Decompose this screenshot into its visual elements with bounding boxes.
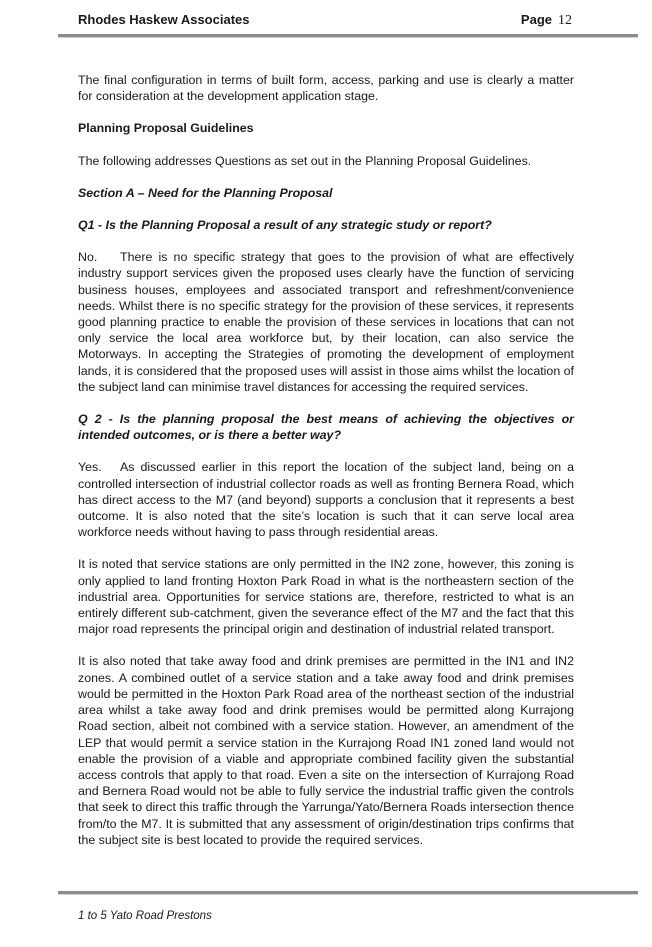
guidelines-paragraph: The following addresses Questions as set out in the Planning Proposal Guidelines. <box>78 153 532 168</box>
service-stations-paragraph: It is noted that service stations are only permitted in the IN2 zone, however, this zoning is only applied to land fronting Hoxton Park Road in what is the northeastern section of the industrial area. Opportunities for service stations are, therefore, restricted to what is an entirely different sub-catchment, given the severance effect of the M7 and the fact that this major road represents the principal origin and destination of industrial related transport. <box>78 557 574 637</box>
intro-paragraph: The final configuration in terms of built form, access, parking and use is clearly a matter for consideration at the development application stage. <box>78 73 574 104</box>
section-a-heading: Section A – Need for the Planning Proposal <box>78 185 333 200</box>
take-away-food-paragraph: It is also noted that take away food and drink premises are permitted in the IN1 and IN2 zones. A combined outlet of a service station and a take away food and drink premises would be permitted in the Hoxton Park Road area of the northeast section of the industrial area whilst a take away food and drink premises would be permitted along Kurrajong Road section, albeit not combined with a service station. However, an amendment of the LEP that would permit a service station in the Kurrajong Road IN1 zoned land would not enable the provision of a viable and appropriate combined facility given the substantial access controls that apply to that road. Even a site on the intersection of Kurrajong Road and Bernera Road would not be able to fully service the industrial traffic given the controls that seek to direct this traffic through the Yarrunga/Yato/Bernera Roads intersection thence from/to the M7. It is submitted that any assessment of origin/destination trips confirms that the subject site is best located to provide the required services. <box>78 654 574 847</box>
heading-planning-proposal-guidelines: Planning Proposal Guidelines <box>78 121 254 136</box>
page-label: Page <box>520 12 552 27</box>
page-footer: 1 to 5 Yato Road Prestons <box>78 910 212 922</box>
company-name: Rhodes Haskew Associates <box>78 12 250 27</box>
question-2: Q 2 - Is the planning proposal the best means of achieving the objectives or intended outcomes, or is there a better way? <box>78 412 574 443</box>
page-indicator <box>521 12 572 29</box>
page-number: 12 <box>558 13 572 28</box>
answer-2-text: As discussed earlier in this report the location of the subject land, being on a controlled intersection of industrial collector roads as well as fronting Bernera Road, which has direct access to the M7 (and beyond) supports a conclusion that it represents a best outcome. It is also noted that the site’s location is such that it can serve local area workforce needs without having to pass through residential areas. <box>78 460 574 540</box>
footer-divider <box>58 891 638 895</box>
answer-2 <box>78 459 574 540</box>
question-1: Q1 - Is the Planning Proposal a result of any strategic study or report? <box>78 218 492 233</box>
answer-1-lead: No. <box>78 250 98 265</box>
answer-1 <box>78 249 574 395</box>
answer-2-lead: Yes. <box>78 460 102 475</box>
document-body <box>78 72 574 864</box>
page-header <box>78 12 572 32</box>
header-divider <box>58 34 638 38</box>
answer-1-text: There is no specific strategy that goes to the provision of what are effectively industry support services given the proposed uses clearly have the function of servicing business houses, employees and associated transport and refreshment/convenience needs. Whilst there is no specific strategy for the provision of these services, it represents good planning practice to enable the provision of these services in locations that can not only service the local area workforce but, by their location, can also service the Motorways. In accepting the Strategies of promoting the development of employment lands, it is considered that the proposed uses will assist in those aims whilst the location of the subject land can minimise travel distances for accessing the required services. <box>78 250 574 394</box>
